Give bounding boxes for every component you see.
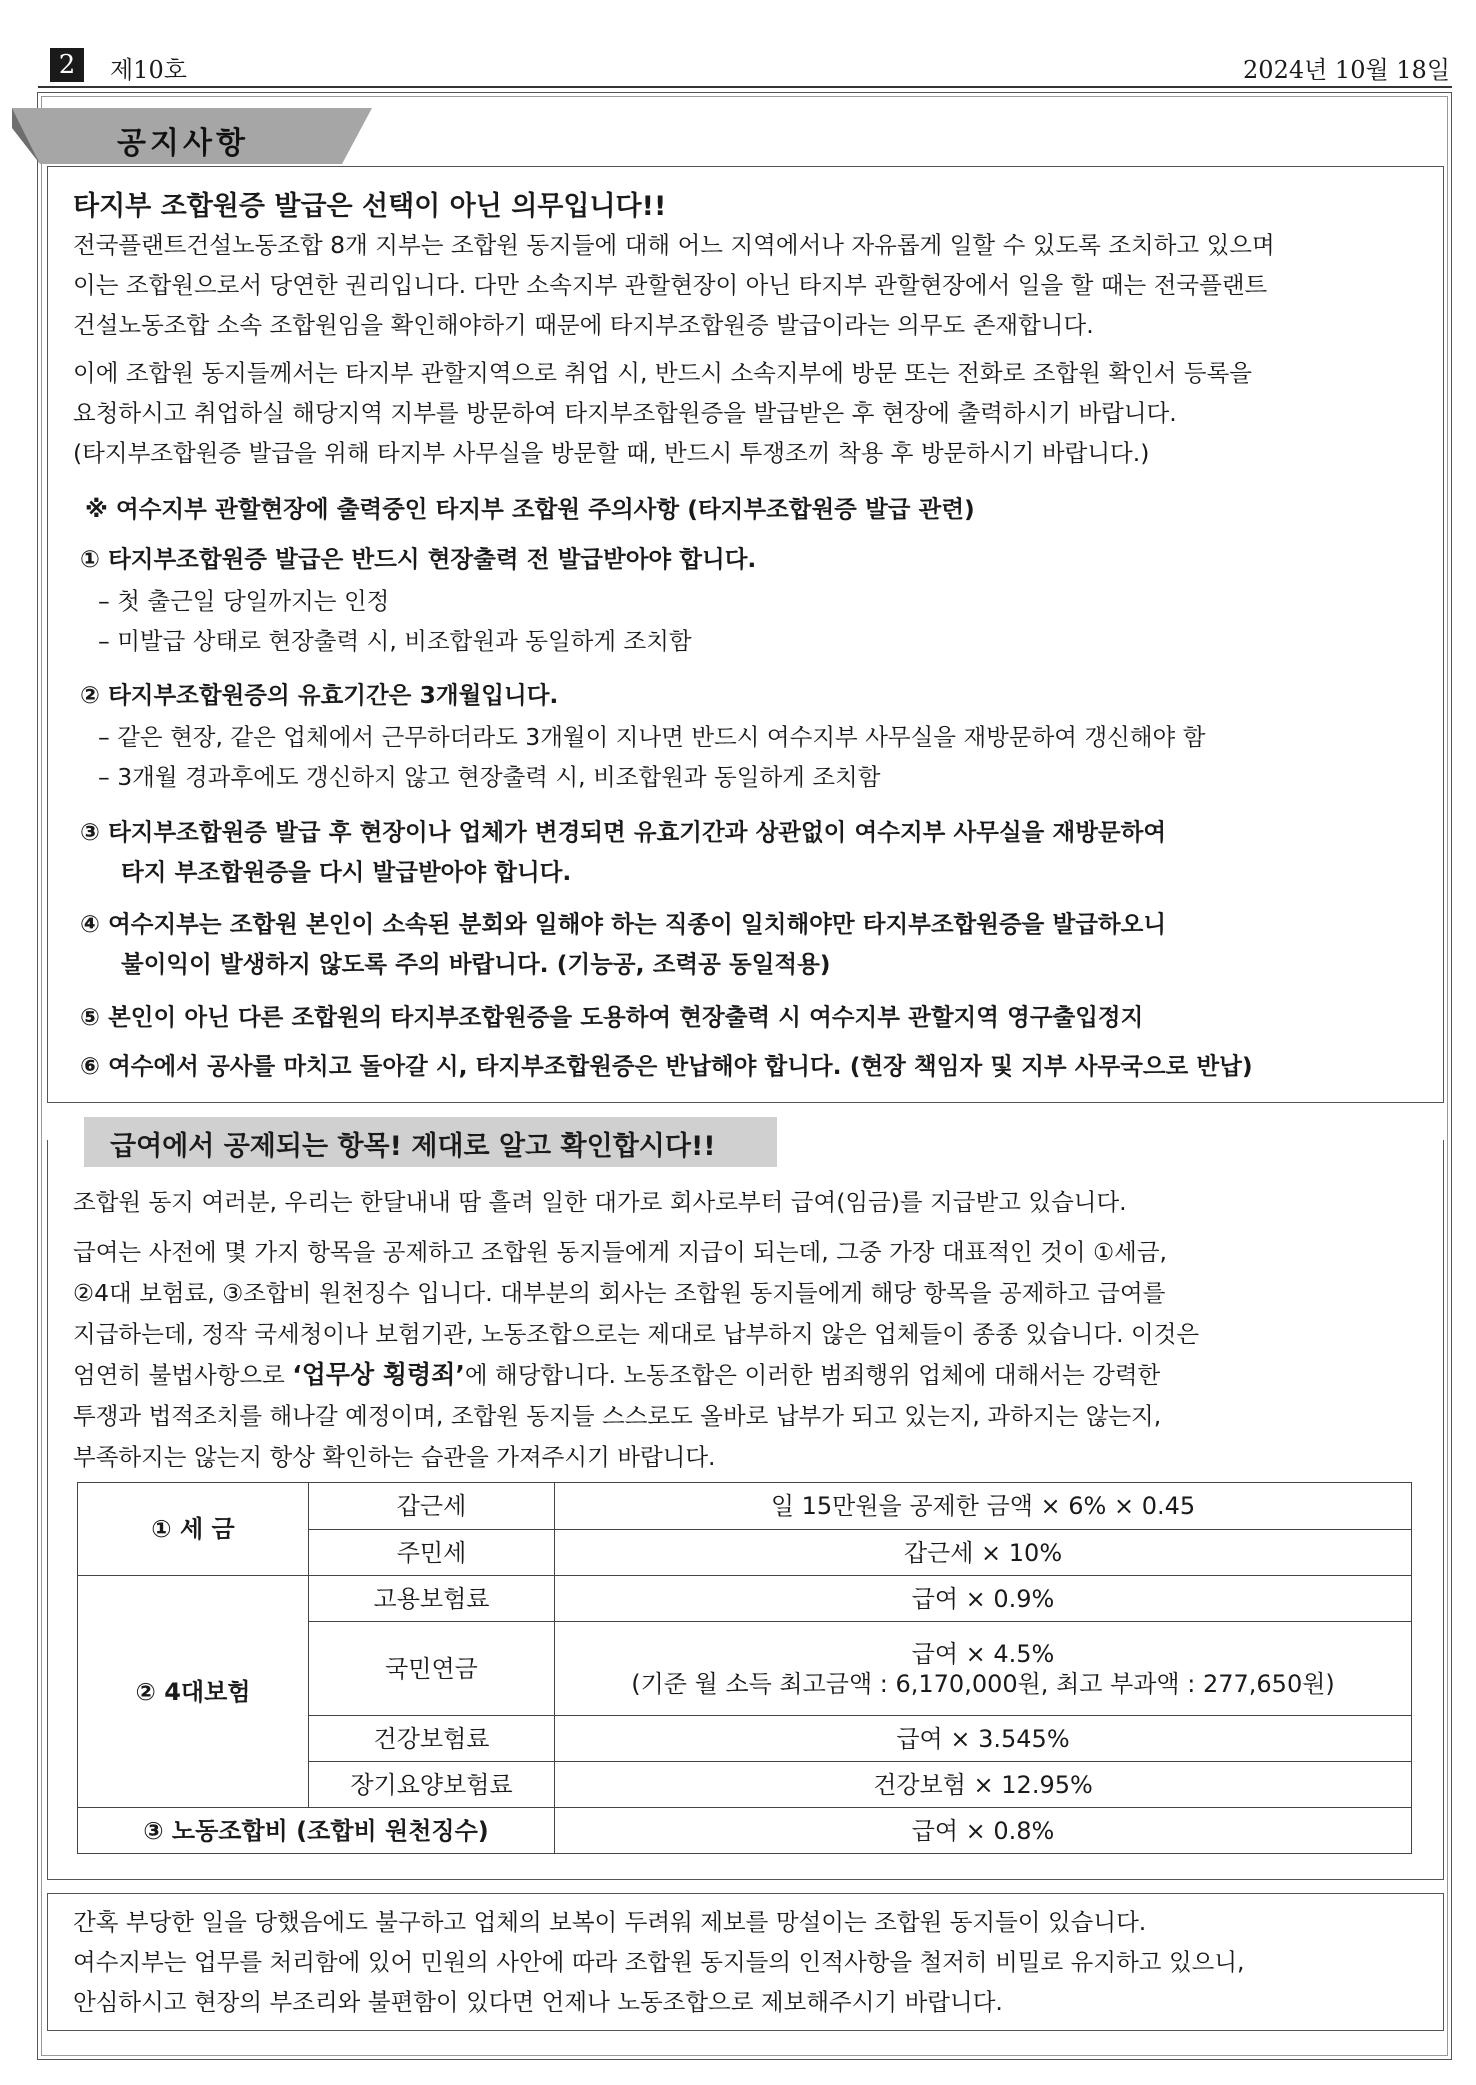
caution-item-1-sub-2: – 미발급 상태로 현장출력 시, 비조합원과 동일하게 조치함: [98, 627, 692, 655]
caution-item-4-line2: 불이익이 발생하지 않도록 주의 바랍니다. (기능공, 조력공 동일적용): [121, 950, 831, 978]
report-notice-box: [47, 1893, 1444, 2031]
notice-para2-line1: 이에 조합원 동지들께서는 타지부 관할지역으로 취업 시, 반드시 소속지부에 방문 또는 전화로 조합원 확인서 등록을: [73, 359, 1252, 387]
caution-item-5: ⑤ 본인이 아닌 다른 조합원의 타지부조합원증을 도용하여 현장출력 시 여수지부 관할지역 영구출입정지: [80, 1003, 1144, 1031]
embezzlement-term: ‘업무상 횡령죄’: [292, 1360, 465, 1389]
caution-item-1: ① 타지부조합원증 발급은 반드시 현장출력 전 발급받아야 합니다.: [80, 545, 757, 573]
table-cell-formula: 건강보험 × 12.95%: [555, 1762, 1412, 1808]
pay-para2-line2: ②4대 보험료, ③조합비 원천징수 입니다. 대부분의 회사는 조합원 동지들에게 해당 항목을 공제하고 급여를: [73, 1279, 1166, 1307]
page-number: 2: [50, 48, 84, 82]
deduction-table: [77, 1482, 1412, 1854]
caution-heading: ※ 여수지부 관할현장에 출력중인 타지부 조합원 주의사항 (타지부조합원증 발급 관련): [85, 495, 975, 523]
table-cell-formula: 급여 × 3.545%: [555, 1716, 1412, 1762]
table-cell-item: 국민연금: [309, 1622, 555, 1716]
table-cell-formula: [555, 1622, 1412, 1716]
table-row: [78, 1808, 1412, 1854]
caution-item-3-line2: 타지 부조합원증을 다시 발급받아야 합니다.: [121, 858, 572, 886]
pay-para2-line5: 투쟁과 법적조치를 해나갈 예정이며, 조합원 동지들 스스로도 올바로 납부가 되고 있는지, 과하지는 않는지,: [73, 1402, 1162, 1430]
notice-para1-line3: 건설노동조합 소속 조합원임을 확인해야하기 때문에 타지부조합원증 발급이라는 의무도 존재합니다.: [73, 311, 1094, 339]
pay-para2-line6: 부족하지는 않는지 항상 확인하는 습관을 가져주시기 바랍니다.: [73, 1443, 716, 1471]
pension-formula: 급여 × 4.5%: [911, 1639, 1055, 1668]
pay-section-tab: [78, 1117, 783, 1167]
category-tax: ① 세 금: [78, 1483, 309, 1576]
pay-section-title: 급여에서 공제되는 항목! 제대로 알고 확인합시다!!: [110, 1131, 716, 1162]
table-cell-formula: 급여 × 0.9%: [555, 1576, 1412, 1622]
notice-box: [47, 166, 1444, 1103]
table-row: [78, 1483, 1412, 1530]
table-cell-item: 주민세: [309, 1530, 555, 1576]
table-row: [78, 1576, 1412, 1622]
report-notice-line1: 간혹 부당한 일을 당했음에도 불구하고 업체의 보복이 두려워 제보를 망설이는 조합원 동지들이 있습니다.: [73, 1908, 1147, 1936]
pay-para1: 조합원 동지 여러분, 우리는 한달내내 땀 흘려 일한 대가로 회사로부터 급여(임금)를 지급받고 있습니다.: [73, 1188, 1127, 1216]
pay-para2-line4-a: 엄연히 불법사항으로: [73, 1361, 293, 1389]
issue-date: 2024년 10월 18일: [1243, 56, 1450, 84]
pay-para2-line1: 급여는 사전에 몇 가지 항목을 공제하고 조합원 동지들에게 지급이 되는데, 그중 가장 대표적인 것이 ①세금,: [73, 1238, 1168, 1266]
caution-item-4-line1: ④ 여수지부는 조합원 본인이 소속된 분회와 일해야 하는 직종이 일치해야만 타지부조합원증을 발급하오니: [80, 910, 1167, 938]
pay-para2-line3: 지급하는데, 정작 국세청이나 보험기관, 노동조합으로는 제대로 납부하지 않은 업체들이 종종 있습니다. 이것은: [73, 1320, 1200, 1348]
table-cell-item: 장기요양보험료: [309, 1762, 555, 1808]
notice-banner-title: 공지사항: [117, 126, 249, 161]
table-cell-formula: 갑근세 × 10%: [555, 1530, 1412, 1576]
category-union-dues: ③ 노동조합비 (조합비 원천징수): [78, 1808, 555, 1854]
header-rule: [38, 86, 1452, 88]
table-cell-item: 고용보험료: [309, 1576, 555, 1622]
caution-item-3-line1: ③ 타지부조합원증 발급 후 현장이나 업체가 변경되면 유효기간과 상관없이 여수지부 사무실을 재방문하여: [80, 818, 1167, 846]
table-cell-item: 건강보험료: [309, 1716, 555, 1762]
table-cell-formula: 급여 × 0.8%: [555, 1808, 1412, 1854]
category-insurance: ② 4대보험: [78, 1576, 309, 1808]
notice-banner: [12, 108, 372, 164]
notice-title: 타지부 조합원증 발급은 선택이 아닌 의무입니다!!: [73, 191, 667, 222]
caution-item-2-sub-1: – 같은 현장, 같은 업체에서 근무하더라도 3개월이 지나면 반드시 여수지부 사무실을 재방문하여 갱신해야 함: [98, 723, 1206, 751]
pension-note: (기준 월 소득 최고금액 : 6,170,000원, 최고 부과액 : 277,650원): [631, 1669, 1335, 1698]
caution-item-2-sub-2: – 3개월 경과후에도 갱신하지 않고 현장출력 시, 비조합원과 동일하게 조치함: [98, 763, 881, 791]
table-cell-item: 갑근세: [309, 1483, 555, 1530]
notice-para2-line2: 요청하시고 취업하실 해당지역 지부를 방문하여 타지부조합원증을 발급받은 후 현장에 출력하시기 바랍니다.: [73, 399, 1177, 427]
notice-para1-line2: 이는 조합원으로서 당연한 권리입니다. 다만 소속지부 관할현장이 아닌 타지부 관할현장에서 일을 할 때는 전국플랜트: [73, 271, 1268, 299]
table-cell-formula: 일 15만원을 공제한 금액 × 6% × 0.45: [555, 1483, 1412, 1530]
page-header: [50, 44, 1450, 84]
caution-item-1-sub-1: – 첫 출근일 당일까지는 인정: [98, 587, 390, 615]
report-notice-line2: 여수지부는 업무를 처리함에 있어 민원의 사안에 따라 조합원 동지들의 인적사항을 철저히 비밀로 유지하고 있으니,: [73, 1948, 1245, 1976]
issue-number: 제10호: [110, 56, 187, 84]
caution-item-6: ⑥ 여수에서 공사를 마치고 돌아갈 시, 타지부조합원증은 반납해야 합니다. (현장 책임자 및 지부 사무국으로 반납): [80, 1052, 1253, 1080]
notice-para2-line3: (타지부조합원증 발급을 위해 타지부 사무실을 방문할 때, 반드시 투쟁조끼 착용 후 방문하시기 바랍니다.): [73, 439, 1150, 467]
pay-box: [47, 1140, 1444, 1880]
report-notice-line3: 안심하시고 현장의 부조리와 불편함이 있다면 언제나 노동조합으로 제보해주시기 바랍니다.: [73, 1988, 1003, 2016]
caution-item-2: ② 타지부조합원증의 유효기간은 3개월입니다.: [80, 681, 559, 709]
pay-para2-line4: [73, 1355, 1423, 1395]
notice-para1-line1: 전국플랜트건설노동조합 8개 지부는 조합원 동지들에 대해 어느 지역에서나 자유롭게 일할 수 있도록 조치하고 있으며: [73, 231, 1275, 259]
pay-para2-line4-c: 에 해당합니다. 노동조합은 이러한 범죄행위 업체에 대해서는 강력한: [464, 1361, 1161, 1389]
